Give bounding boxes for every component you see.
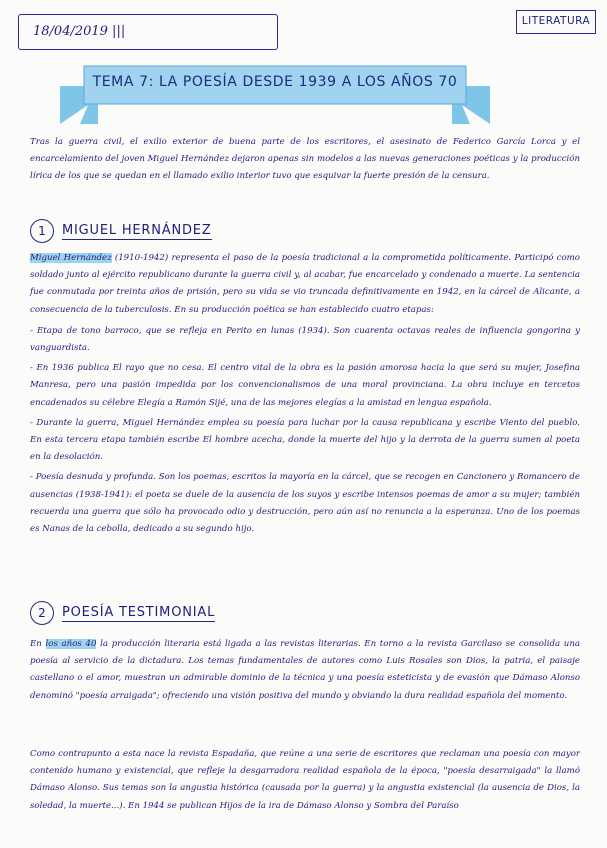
list-item: - Etapa de tono barroco, que se refleja en Perito en lunas (1934). Son cuarenta octavas reales de influencia gongorina y vanguardista.	[30, 323, 580, 357]
date-text: 18/04/2019 |||	[33, 24, 126, 39]
list-item: - Durante la guerra, Miguel Hernández emplea su poesía para luchar por la causa republicana y escribe Viento del pueblo. En esta tercera etapa también escribe El hombre acecha, donde la muerte del hijo y la derrota de la guerra sumen al poeta en la desolación.	[30, 415, 580, 467]
intro-paragraph: Tras la guerra civil, el exilio exterior de buena parte de los escritores, el asesinato de Federico García Lorca y el encarcelamiento del joven Miguel Hernández dejaron apenas sin modelos a las nuevas generaciones poéticas y la producción lírica de los que se quedan en el llamado exilio interior tuvo que esquivar la fuerte presión de la censura.	[30, 137, 580, 182]
subject-text: LITERATURA	[521, 15, 591, 27]
date-box	[18, 14, 278, 50]
section-1-heading	[30, 216, 212, 246]
stages-list	[30, 323, 580, 538]
list-item: - En 1936 publica El rayo que no cesa. El centro vital de la obra es la pasión amorosa hacia la que será su mujer, Josefina Manresa, pero una pasión impedida por los convencionalismos de una moral provinciana. La obra incluye en tercetos encadenados su célebre Elegía a Ramón Sijé, una de las mejores elegías a la amistad en lengua española.	[30, 360, 580, 412]
section-1-title: MIGUEL HERNÁNDEZ	[62, 222, 212, 238]
section-2-title: POESÍA TESTIMONIAL	[62, 604, 216, 620]
highlight-miguel-hernandez: Miguel Hernández	[30, 253, 112, 263]
section-2-heading	[30, 598, 215, 628]
list-item: - Poesía desnuda y profunda. Son los poemas, escritos la mayoría en la cárcel, que se recogen en Cancionero y Romancero de ausencias (1938-1941): el poeta se duele de la ausencia de los suyos y escribe intensos poemas de amor a su mujer; también recuerda una guerra que sólo ha provocado odio y destrucción, pero aún así no renuncia a la esperanza. Uno de los poemas es Nanas de la cebolla, dedicado a su segundo hijo.	[30, 469, 580, 538]
section-2-number: 2	[30, 601, 54, 625]
title-banner	[60, 64, 490, 128]
section-2-prefix: En	[30, 639, 46, 649]
section-1-number: 1	[30, 219, 54, 243]
section-2-paragraph-1	[30, 636, 580, 705]
section-1-text: (1910-1942) representa el paso de la poesía tradicional a la comprometida políticamente. Participó como soldado junto al ejército republicano durante la guerra civil y, al acabar, fue encarcelado y condenado a muerte. La sentencia fue conmutada por treinta años de prisión, pero su vida se vio truncada definitivamente en 1942, en la cárcel de Alicante, a consecuencia de la tuberculosis. En su producción poética se han establecido cuatro etapas:	[30, 253, 580, 315]
section-2-text-1: la producción literaria está ligada a las revistas literarias. En torno a la revista Garcilaso se consolida una poesía al servicio de la dictadura. Los temas fundamentales de autores como Luis Rosales son Dios, la patria, el paisaje castellano o el amor, muestran un admirable dominio de la técnica y una poesía esteticista y de evasión que Dámaso Alonso denominó "poesía arraigada"; ofreciendo una visión positiva del mundo y obviando la dura realidad española del momento.	[30, 639, 580, 701]
section-1-body	[30, 250, 580, 541]
highlight-anos-40: los años 40	[45, 639, 97, 649]
page-title: TEMA 7: LA POESÍA DESDE 1939 A LOS AÑOS 70	[92, 74, 458, 90]
subject-label	[516, 10, 596, 34]
section-2-paragraph-2: Como contrapunto a esta nace la revista Espadaña, que reúne a una serie de escritores que reclaman una poesía con mayor contenido humano y existencial, que refleje la desgarradora realidad española de la época, "poesía desarraigada" la llamó Dámaso Alonso. Sus temas son la angustia histórica (causada por la guerra) y la angustia existencial (la ausencia de Dios, la soledad, la muerte...). En 1944 se publican Hijos de la ira de Dámaso Alonso y Sombra del Paraíso	[30, 749, 580, 811]
